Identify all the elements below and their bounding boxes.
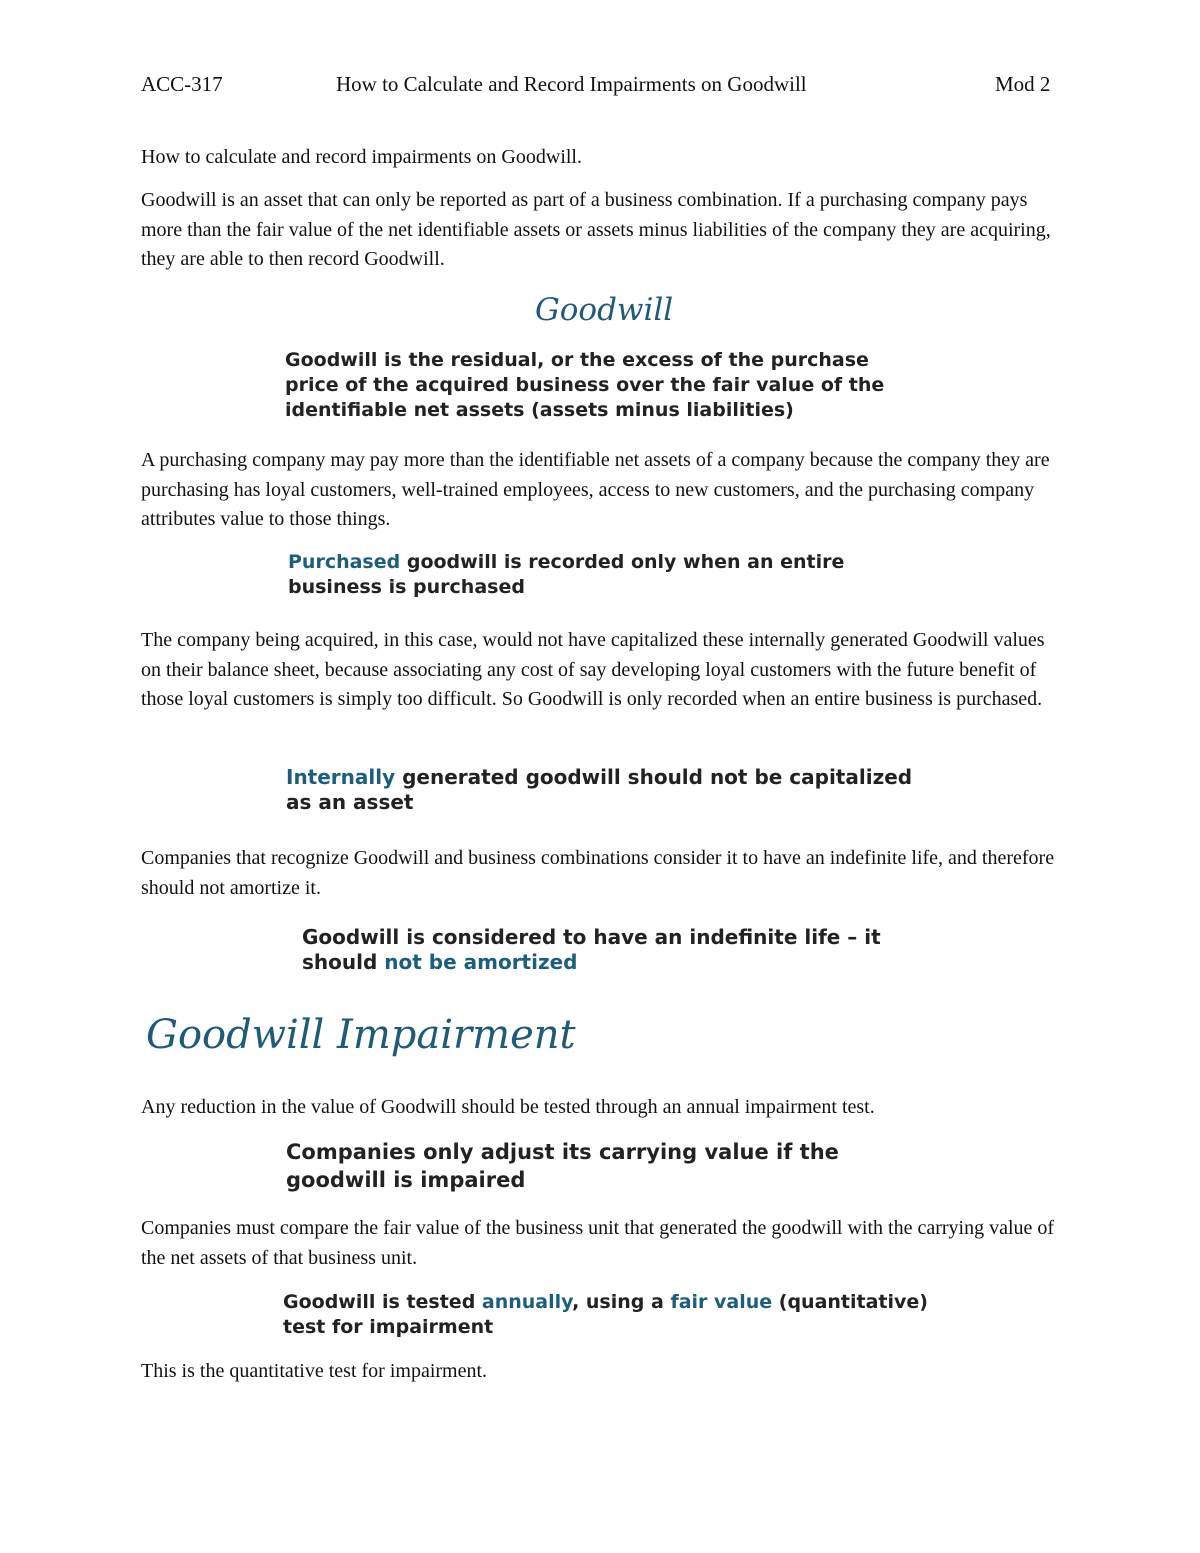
course-code: ACC-317 — [141, 72, 223, 96]
indefinite-text: Goodwill is considered to have an indefinite life – it should — [302, 925, 881, 974]
paragraph-goodwill-definition: Goodwill is an asset that can only be reported as part of a business combination. If a purchasing company pays more than the fair value of the net identifiable assets or assets minus liabilities of the company they are acquiring, they are able to then record Goodwill. — [141, 189, 1051, 270]
purchased-text: goodwill is recorded only when an entire business is purchased — [288, 551, 845, 598]
impairment-heading: Goodwill Impairment — [146, 1012, 576, 1058]
internally-highlight: Internally — [286, 765, 396, 789]
adjust-callout: Companies only adjust its carrying value if the goodwill is impaired — [286, 1140, 839, 1192]
tested-text-3: (quantitative) test for impairment — [283, 1291, 928, 1338]
paragraph-internally-generated: The company being acquired, in this case, would not have capitalized these internally generated Goodwill values on their balance sheet, because associating any cost of say developing loyal customers with the future benefit of those loyal customers is simply too difficult. So Goodwill is only recorded when an entire business is purchased. — [141, 629, 1045, 710]
purchased-highlight: Purchased — [288, 551, 401, 573]
indefinite-callout — [302, 925, 922, 975]
indefinite-highlight: not be amortized — [384, 950, 578, 974]
tested-text-1: Goodwill is tested — [283, 1291, 482, 1313]
internally-callout — [286, 765, 926, 815]
fair-value-highlight: fair value — [670, 1291, 773, 1313]
paragraph-purchase-reasons: A purchasing company may pay more than the identifiable net assets of a company because the company they are purchasing has loyal customers, well-trained employees, access to new customers, and the purchasing company attributes value to those things. — [141, 449, 1050, 530]
paragraph-fair-value-compare: Companies must compare the fair value of the business unit that generated the goodwill with the carrying value of the net assets of that business unit. — [141, 1217, 1055, 1269]
internally-text: generated goodwill should not be capitalized as an asset — [286, 765, 913, 814]
goodwill-heading: Goodwill — [535, 292, 674, 328]
paragraph-quantitative-test: This is the quantitative test for impairment. — [141, 1360, 488, 1382]
definition-callout: Goodwill is the residual, or the excess of the purchase price of the acquired business over the fair value of the identifiable net assets (assets minus liabilities) — [285, 349, 885, 421]
paragraph-annual-test: Any reduction in the value of Goodwill should be tested through an annual impairment test. — [141, 1096, 875, 1118]
document-title: How to Calculate and Record Impairments on Goodwill — [336, 72, 807, 96]
module-label: Mod 2 — [995, 72, 1051, 96]
purchased-callout — [288, 550, 928, 600]
paragraph-indefinite-life: Companies that recognize Goodwill and business combinations consider it to have an indefinite life, and therefore should not amortize it. — [141, 847, 1055, 899]
tested-text-2: , using a — [572, 1291, 671, 1313]
tested-callout — [283, 1290, 943, 1340]
intro-title: How to calculate and record impairments on Goodwill. — [141, 146, 582, 168]
annually-highlight: annually — [481, 1291, 573, 1313]
